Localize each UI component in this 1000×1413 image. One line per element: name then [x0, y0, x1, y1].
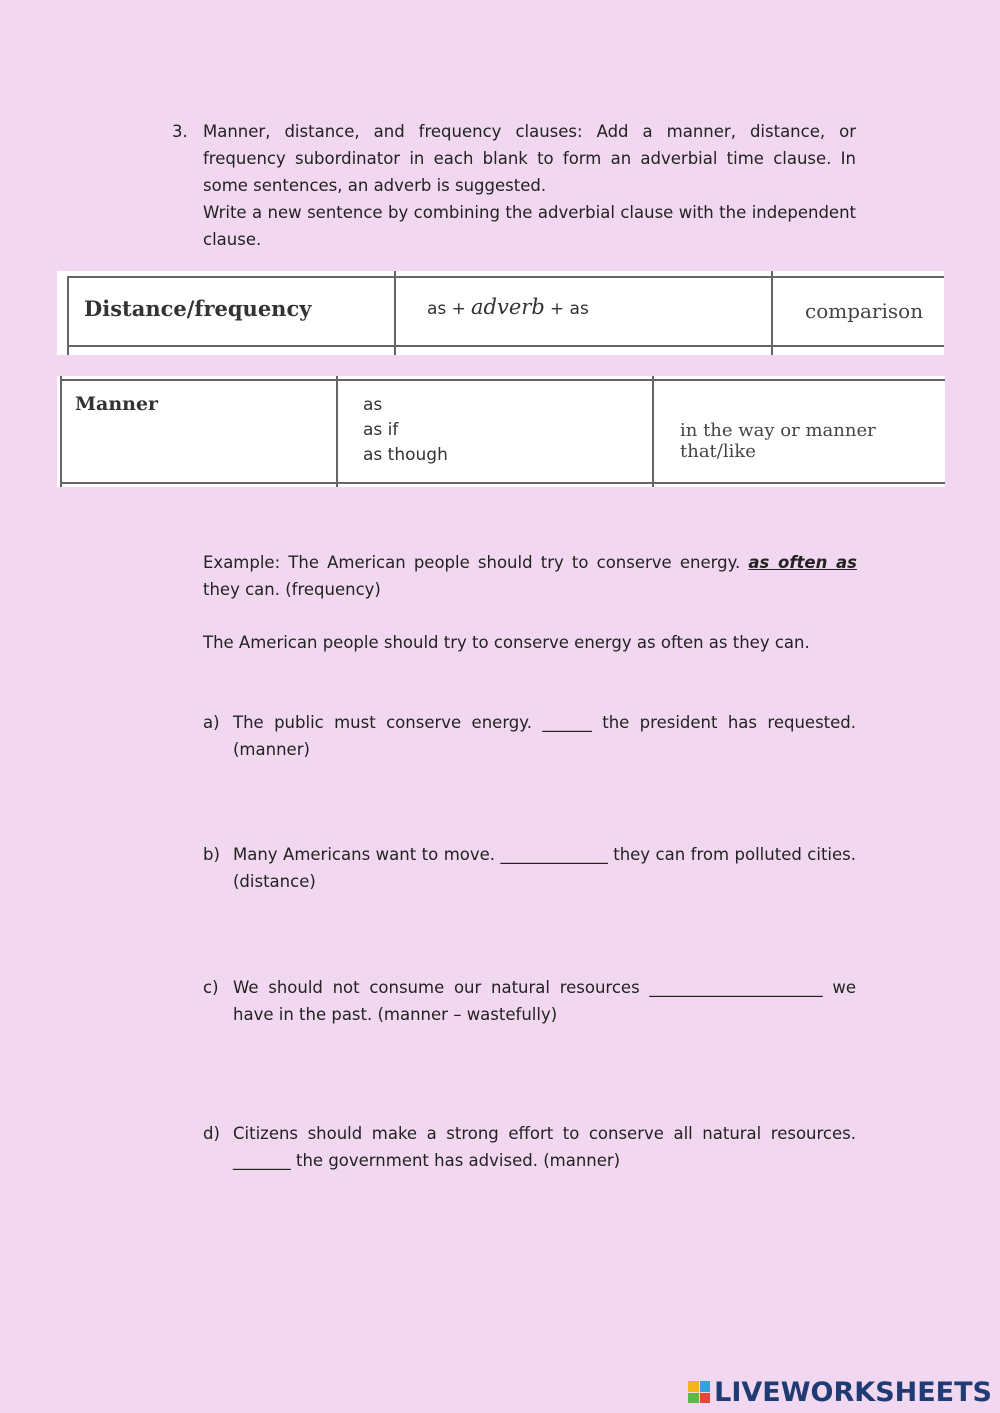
example-prefix: Example: The American people should try to conserve energy. [203, 553, 741, 572]
form-adverb: adverb [471, 295, 545, 319]
logo-square [688, 1393, 699, 1404]
category-manner: Manner [75, 393, 159, 415]
instructions-line-2: Write a new sentence by combining the adverbial clause with the independent clause. [203, 203, 856, 249]
table-rule [394, 271, 396, 355]
table-rule [771, 271, 773, 355]
question-c-label: c) [203, 978, 219, 997]
question-b-text[interactable]: Many Americans want to move. _____________ they can from polluted cities. (distance) [233, 845, 856, 891]
liveworksheets-logo [688, 1377, 992, 1407]
question-d-text[interactable]: Citizens should make a strong effort to conserve all natural resources. _______ the government has advised. (manner) [233, 1124, 856, 1170]
question-a-label: a) [203, 713, 220, 732]
logo-square [700, 1381, 711, 1392]
example-answer: as often as [748, 553, 857, 572]
distance-form [427, 295, 589, 319]
example-sentence [203, 549, 857, 603]
manner-table [57, 376, 945, 487]
logo-square [700, 1393, 711, 1404]
question-c-text[interactable]: We should not consume our natural resources _____________________ we have in the past. (manner – wastefully) [233, 978, 856, 1024]
category-distance-frequency: Distance/frequency [84, 296, 312, 321]
table-rule [336, 376, 338, 487]
form-prefix: as + [427, 299, 466, 319]
table-rule [60, 482, 945, 484]
table-rule [60, 379, 945, 381]
example-combined-sentence: The American people should try to conserve energy as often as they can. [203, 633, 810, 652]
liveworksheets-logo-icon [688, 1381, 710, 1403]
manner-form-as-if: as if [363, 420, 399, 440]
example-suffix: they can. (frequency) [203, 580, 381, 599]
logo-square [688, 1381, 699, 1392]
instructions-line-1: Manner, distance, and frequency clauses: Add a manner, distance, or frequency subordinator in each blank to form an adverbial time clause. In some sentences, an adverb is suggested. [203, 122, 856, 195]
question-b-label: b) [203, 845, 220, 864]
table-rule [67, 276, 944, 278]
exercise-instructions [203, 118, 856, 253]
question-d-label: d) [203, 1124, 220, 1143]
table-rule [652, 376, 654, 487]
table-rule [67, 276, 69, 355]
exercise-number: 3. [172, 122, 188, 141]
manner-form-as-though: as though [363, 445, 448, 465]
manner-forms [363, 393, 448, 468]
question-a-text[interactable]: The public must conserve energy. ______ the president has requested. (manner) [233, 713, 856, 759]
logo-text: LIVEWORKSHEETS [714, 1376, 992, 1408]
meaning-manner: in the way or manner that/like [680, 420, 876, 462]
table-rule [67, 345, 944, 347]
form-suffix: + as [549, 299, 589, 319]
distance-frequency-table [57, 271, 944, 355]
meaning-comparison: comparison [805, 299, 924, 323]
table-rule [60, 376, 62, 487]
manner-form-as: as [363, 395, 383, 415]
